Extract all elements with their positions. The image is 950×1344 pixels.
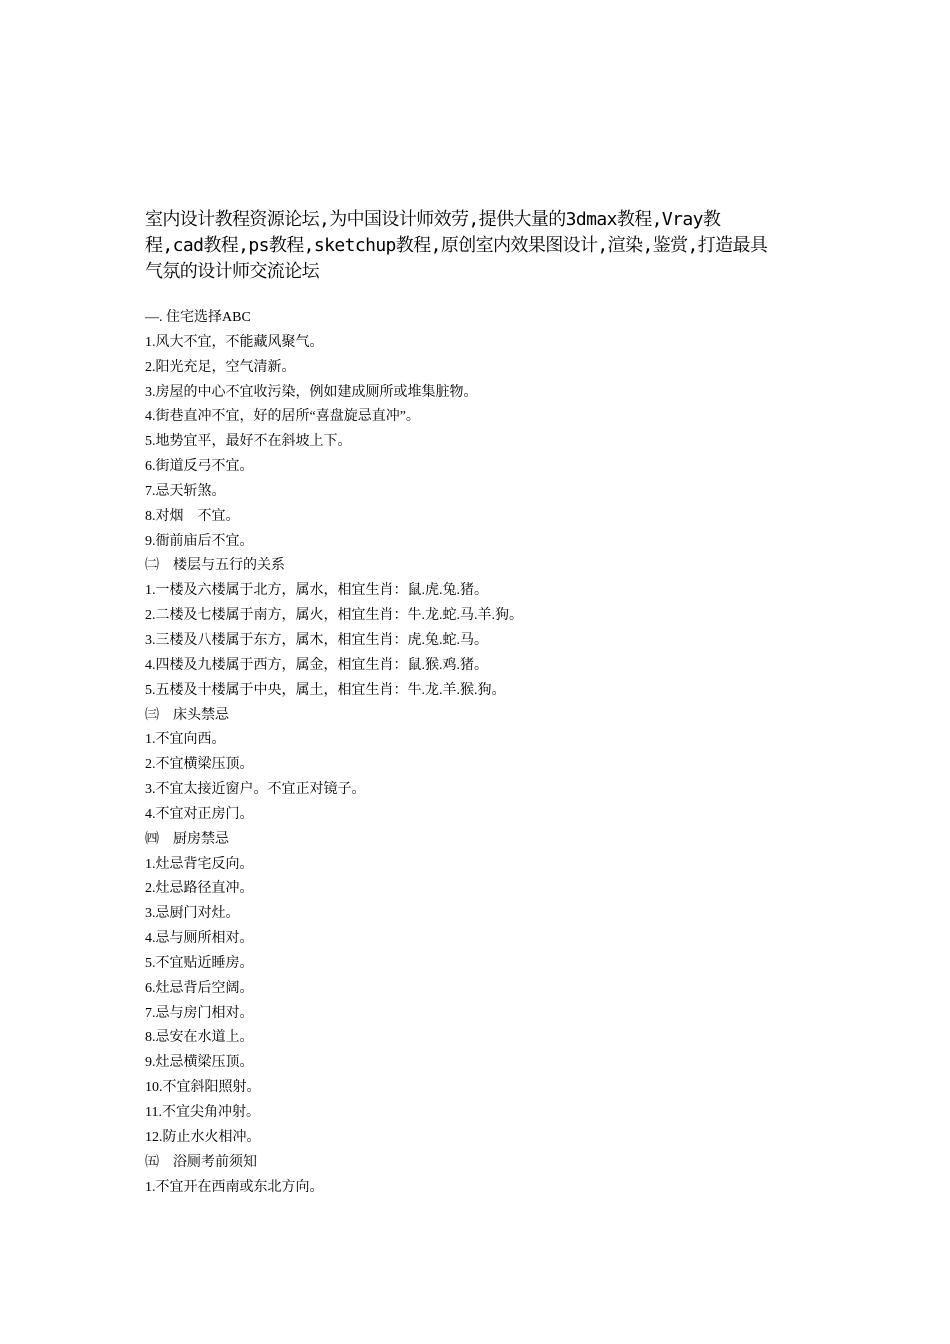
list-item-part: 不宜。 bbox=[197, 508, 240, 524]
list-item: 9.衙前庙后不宜。 bbox=[145, 533, 254, 549]
list-item: 5.地势宜平，最好不在斜坡上下。 bbox=[145, 434, 352, 450]
list-item bbox=[145, 505, 825, 530]
banner-line: 程,cad教程,ps教程,sketchup教程,原创室内效果图设计,渲染,鉴赏,打造最具 bbox=[145, 235, 768, 256]
section-heading bbox=[145, 554, 825, 579]
list-item: 5.不宜贴近睡房。 bbox=[145, 955, 254, 971]
section-title: 床头禁忌 bbox=[173, 707, 229, 723]
list-item: 9.灶忌横梁压顶。 bbox=[145, 1055, 254, 1071]
list-item: 4.不宜对正房门。 bbox=[145, 806, 254, 822]
list-item-part: 8.对烟 bbox=[145, 508, 184, 524]
section-title: 厨房禁忌 bbox=[173, 831, 229, 847]
list-item: 7.忌与房门相对。 bbox=[145, 1005, 254, 1021]
section-number: ㈡ bbox=[145, 558, 159, 574]
list-item: 2.二楼及七楼属于南方，属火，相宜生肖：牛.龙.蛇.马.羊.狗。 bbox=[145, 608, 523, 624]
banner-line: 室内设计教程资源论坛,为中国设计师效劳,提供大量的3dmax教程,Vray教 bbox=[145, 209, 721, 230]
section-number: ㈤ bbox=[145, 1154, 159, 1170]
list-item: 1.灶忌背宅反向。 bbox=[145, 856, 254, 872]
list-item: 6.街道反弓不宜。 bbox=[145, 459, 254, 475]
list-item: 8.忌安在水道上。 bbox=[145, 1030, 254, 1046]
section-number: ㈢ bbox=[145, 707, 159, 723]
list-item: 1.一楼及六楼属于北方，属水，相宜生肖：鼠.虎.兔.猪。 bbox=[145, 583, 488, 599]
section-heading bbox=[145, 704, 825, 729]
list-item: 2.阳光充足，空气清新。 bbox=[145, 359, 296, 375]
list-item: 10.不宜斜阳照射。 bbox=[145, 1080, 261, 1096]
list-item: 2.不宜横梁压顶。 bbox=[145, 757, 254, 773]
list-item: 2.灶忌路径直冲。 bbox=[145, 881, 254, 897]
banner-line: 气氛的设计师交流论坛 bbox=[145, 261, 319, 282]
forum-banner-text bbox=[145, 207, 825, 285]
list-item: 3.不宜太接近窗户。不宜正对镜子。 bbox=[145, 782, 366, 798]
section-heading: —. 住宅选择ABC bbox=[145, 310, 251, 325]
document-body bbox=[145, 306, 825, 1200]
list-item: 3.房屋的中心不宜收污染，例如建成厕所或堆集脏物。 bbox=[145, 384, 478, 400]
list-item: 11.不宜尖角冲射。 bbox=[145, 1105, 260, 1120]
list-item: 5.五楼及十楼属于中央，属土，相宜生肖：牛.龙.羊.猴.狗。 bbox=[145, 682, 506, 698]
list-item: 12.防止水火相冲。 bbox=[145, 1129, 261, 1145]
list-item: 1.不宜向西。 bbox=[145, 732, 226, 748]
list-item: 1.不宜开在西南或东北方向。 bbox=[145, 1179, 324, 1195]
section-heading bbox=[145, 828, 825, 853]
section-number: ㈣ bbox=[145, 831, 159, 847]
list-item: 3.忌厨门对灶。 bbox=[145, 906, 240, 922]
list-item: 1.风大不宜，不能藏风聚气。 bbox=[145, 334, 324, 350]
section-title: 浴厕考前须知 bbox=[173, 1154, 257, 1170]
list-item: 3.三楼及八楼属于东方，属木，相宜生肖：虎.兔.蛇.马。 bbox=[145, 632, 488, 648]
list-item: 6.灶忌背后空阔。 bbox=[145, 980, 254, 996]
list-item: 7.忌天斩煞。 bbox=[145, 483, 226, 499]
list-item: 4.四楼及九楼属于西方，属金，相宜生肖：鼠.猴.鸡.猪。 bbox=[145, 657, 488, 673]
section-title: 楼层与五行的关系 bbox=[173, 558, 285, 574]
section-heading bbox=[145, 1151, 825, 1176]
list-item: 4.忌与厕所相对。 bbox=[145, 931, 254, 947]
list-item: 4.街巷直冲不宜，好的居所“喜盘旋忌直冲”。 bbox=[145, 409, 420, 425]
